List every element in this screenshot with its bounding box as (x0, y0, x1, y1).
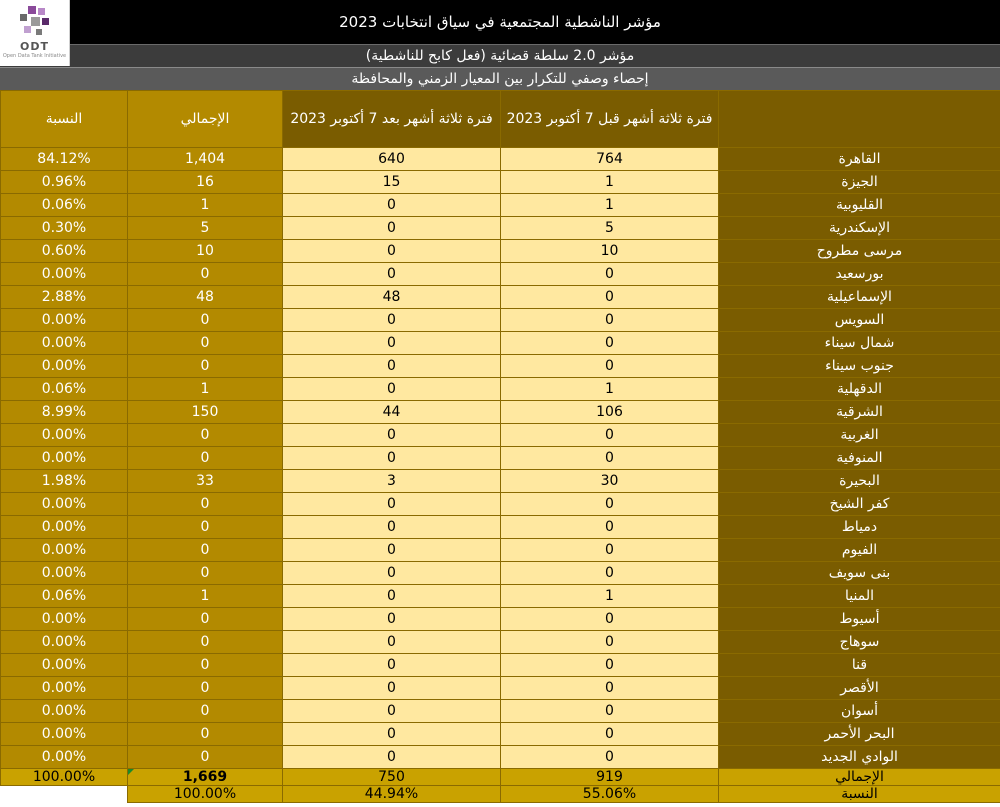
governorate-cell[interactable]: المنيا (719, 585, 1000, 608)
governorate-cell[interactable]: شمال سيناء (719, 332, 1000, 355)
percentage-cell[interactable]: 0.00% (1, 723, 128, 746)
total-cell[interactable]: 0 (128, 424, 283, 447)
total-cell[interactable]: 0 (128, 631, 283, 654)
after-cell[interactable]: 0 (283, 447, 501, 470)
header-before[interactable]: فترة ثلاثة أشهر قبل 7 أكتوبر 2023 (501, 91, 719, 148)
before-cell[interactable]: 764 (501, 148, 719, 171)
governorate-cell[interactable]: الوادي الجديد (719, 746, 1000, 769)
table-caption: إحصاء وصفي للتكرار بين المعيار الزمني والمحافظة (0, 67, 1000, 91)
governorate-cell[interactable]: القاهرة (719, 148, 1000, 171)
after-cell[interactable]: 0 (283, 631, 501, 654)
percentage-cell[interactable]: 0.00% (1, 424, 128, 447)
before-cell[interactable]: 1 (501, 585, 719, 608)
percentage-cell[interactable]: 0.00% (1, 309, 128, 332)
after-cell[interactable]: 0 (283, 746, 501, 769)
percentage-cell[interactable]: 0.00% (1, 700, 128, 723)
table-row (1, 286, 1000, 309)
table-row (1, 516, 1000, 539)
table-row (1, 194, 1000, 217)
after-cell[interactable]: 3 (283, 470, 501, 493)
pct-before-cell[interactable]: 55.06% (501, 786, 719, 803)
after-cell[interactable]: 0 (283, 309, 501, 332)
total-cell[interactable]: 0 (128, 608, 283, 631)
after-cell[interactable]: 0 (283, 217, 501, 240)
table-row (1, 654, 1000, 677)
header-governorate[interactable] (719, 91, 1000, 148)
table-row (1, 447, 1000, 470)
pct-label-cell[interactable]: النسبة (719, 786, 1000, 803)
percentage-cell[interactable]: 0.06% (1, 194, 128, 217)
percentage-cell[interactable]: 0.06% (1, 585, 128, 608)
table-row (1, 332, 1000, 355)
after-cell[interactable]: 0 (283, 263, 501, 286)
before-cell[interactable]: 0 (501, 424, 719, 447)
total-cell[interactable]: 1 (128, 194, 283, 217)
governorate-cell[interactable]: القليوبية (719, 194, 1000, 217)
percentage-cell[interactable]: 0.00% (1, 332, 128, 355)
after-cell[interactable]: 0 (283, 424, 501, 447)
total-cell[interactable]: 5 (128, 217, 283, 240)
before-cell[interactable]: 0 (501, 723, 719, 746)
before-cell[interactable]: 0 (501, 746, 719, 769)
before-cell[interactable]: 1 (501, 171, 719, 194)
after-cell[interactable]: 640 (283, 148, 501, 171)
governorate-cell[interactable]: الأقصر (719, 677, 1000, 700)
table-row (1, 493, 1000, 516)
governorate-cell[interactable]: الغربية (719, 424, 1000, 447)
after-cell[interactable]: 0 (283, 677, 501, 700)
governorate-cell[interactable]: سوهاج (719, 631, 1000, 654)
governorate-cell[interactable]: دمياط (719, 516, 1000, 539)
total-cell[interactable]: 0 (128, 447, 283, 470)
data-table (0, 90, 1000, 803)
before-cell[interactable]: 1 (501, 194, 719, 217)
percentage-cell[interactable]: 0.00% (1, 608, 128, 631)
table-row (1, 309, 1000, 332)
total-cell[interactable]: 0 (128, 493, 283, 516)
total-cell[interactable]: 0 (128, 562, 283, 585)
total-before-cell[interactable]: 919 (501, 769, 719, 786)
percentage-cell[interactable]: 0.00% (1, 447, 128, 470)
percentage-cell[interactable]: 0.06% (1, 378, 128, 401)
total-cell[interactable]: 0 (128, 677, 283, 700)
percentage-cell[interactable]: 0.96% (1, 171, 128, 194)
page-title: مؤشر الناشطية المجتمعية في سياق انتخابات 2023 (0, 0, 1000, 44)
governorate-cell[interactable]: الشرقية (719, 401, 1000, 424)
governorate-cell[interactable]: أسيوط (719, 608, 1000, 631)
after-cell[interactable]: 0 (283, 355, 501, 378)
before-cell[interactable]: 0 (501, 286, 719, 309)
before-cell[interactable]: 0 (501, 263, 719, 286)
table-row (1, 631, 1000, 654)
total-pct-cell[interactable]: 100.00% (1, 769, 128, 786)
before-cell[interactable]: 0 (501, 608, 719, 631)
governorate-cell[interactable]: مرسى مطروح (719, 240, 1000, 263)
table-row (1, 263, 1000, 286)
before-cell[interactable]: 0 (501, 562, 719, 585)
table-row (1, 700, 1000, 723)
governorate-cell[interactable]: البحر الأحمر (719, 723, 1000, 746)
logo-cubes-icon (14, 4, 54, 40)
after-cell[interactable]: 0 (283, 608, 501, 631)
table-row (1, 378, 1000, 401)
total-cell[interactable]: 1 (128, 378, 283, 401)
total-cell[interactable]: 0 (128, 654, 283, 677)
before-cell[interactable]: 0 (501, 447, 719, 470)
after-cell[interactable]: 0 (283, 194, 501, 217)
governorate-cell[interactable]: كفر الشيخ (719, 493, 1000, 516)
after-cell[interactable]: 0 (283, 378, 501, 401)
empty-cell (1, 786, 128, 803)
table-body (1, 148, 1000, 769)
before-cell[interactable]: 0 (501, 309, 719, 332)
percentage-cell[interactable]: 0.00% (1, 677, 128, 700)
percentage-cell[interactable]: 8.99% (1, 401, 128, 424)
percentage-cell[interactable]: 0.00% (1, 654, 128, 677)
percentage-cell[interactable]: 2.88% (1, 286, 128, 309)
total-cell[interactable]: 1,404 (128, 148, 283, 171)
total-after-cell[interactable]: 750 (283, 769, 501, 786)
after-cell[interactable]: 0 (283, 654, 501, 677)
table-row (1, 539, 1000, 562)
header-total[interactable]: الإجمالي (128, 91, 283, 148)
governorate-cell[interactable]: بورسعيد (719, 263, 1000, 286)
percentage-cell[interactable]: 0.00% (1, 746, 128, 769)
before-cell[interactable]: 0 (501, 539, 719, 562)
before-cell[interactable]: 1 (501, 378, 719, 401)
odt-logo (0, 0, 70, 66)
grand-total-cell[interactable]: 1,669 (128, 769, 283, 786)
logo-text: ODT (20, 40, 49, 53)
table-row (1, 585, 1000, 608)
governorate-cell[interactable]: البحيرة (719, 470, 1000, 493)
before-cell[interactable]: 0 (501, 332, 719, 355)
total-cell[interactable]: 0 (128, 539, 283, 562)
header-row (1, 91, 1000, 148)
table-row (1, 677, 1000, 700)
percentage-cell[interactable]: 0.00% (1, 631, 128, 654)
total-cell[interactable]: 0 (128, 309, 283, 332)
percentage-cell[interactable]: 0.60% (1, 240, 128, 263)
before-cell[interactable]: 0 (501, 355, 719, 378)
total-cell[interactable]: 0 (128, 516, 283, 539)
total-cell[interactable]: 150 (128, 401, 283, 424)
table-row (1, 148, 1000, 171)
before-cell[interactable]: 106 (501, 401, 719, 424)
percentage-cell[interactable]: 0.30% (1, 217, 128, 240)
after-cell[interactable]: 0 (283, 585, 501, 608)
before-cell[interactable]: 0 (501, 700, 719, 723)
table-row (1, 171, 1000, 194)
before-cell[interactable]: 10 (501, 240, 719, 263)
percentage-cell[interactable]: 84.12% (1, 148, 128, 171)
governorate-cell[interactable]: الدقهلية (719, 378, 1000, 401)
percentage-row (1, 786, 1000, 803)
total-cell[interactable]: 0 (128, 355, 283, 378)
governorate-cell[interactable]: السويس (719, 309, 1000, 332)
before-cell[interactable]: 0 (501, 516, 719, 539)
table-row (1, 401, 1000, 424)
after-cell[interactable]: 0 (283, 240, 501, 263)
governorate-cell[interactable]: المنوفية (719, 447, 1000, 470)
before-cell[interactable]: 30 (501, 470, 719, 493)
percentage-cell[interactable]: 0.00% (1, 539, 128, 562)
percentage-cell[interactable]: 1.98% (1, 470, 128, 493)
table-row (1, 424, 1000, 447)
after-cell[interactable]: 0 (283, 700, 501, 723)
after-cell[interactable]: 44 (283, 401, 501, 424)
total-cell[interactable]: 0 (128, 332, 283, 355)
governorate-cell[interactable]: الإسماعيلية (719, 286, 1000, 309)
governorate-cell[interactable]: الفيوم (719, 539, 1000, 562)
page-subtitle: مؤشر 2.0 سلطة قضائية (فعل كابح للناشطية) (0, 44, 1000, 68)
table-row (1, 240, 1000, 263)
governorate-cell[interactable]: بنى سويف (719, 562, 1000, 585)
after-cell[interactable]: 0 (283, 562, 501, 585)
after-cell[interactable]: 48 (283, 286, 501, 309)
total-cell[interactable]: 0 (128, 746, 283, 769)
total-row (1, 769, 1000, 786)
before-cell[interactable]: 0 (501, 493, 719, 516)
total-cell[interactable]: 10 (128, 240, 283, 263)
percentage-cell[interactable]: 0.00% (1, 493, 128, 516)
table-row (1, 217, 1000, 240)
table-row (1, 470, 1000, 493)
table-row (1, 608, 1000, 631)
after-cell[interactable]: 15 (283, 171, 501, 194)
total-label-cell[interactable]: الإجمالي (719, 769, 1000, 786)
total-cell[interactable]: 0 (128, 723, 283, 746)
header-after[interactable]: فترة ثلاثة أشهر بعد 7 أكتوبر 2023 (283, 91, 501, 148)
total-cell[interactable]: 48 (128, 286, 283, 309)
governorate-cell[interactable]: أسوان (719, 700, 1000, 723)
before-cell[interactable]: 5 (501, 217, 719, 240)
logo-subtext: Open Data Tank Initiative (2, 53, 67, 59)
before-cell[interactable]: 0 (501, 677, 719, 700)
total-cell[interactable]: 1 (128, 585, 283, 608)
table-row (1, 723, 1000, 746)
percentage-cell[interactable]: 0.00% (1, 355, 128, 378)
percentage-cell[interactable]: 0.00% (1, 263, 128, 286)
total-cell[interactable]: 33 (128, 470, 283, 493)
percentage-cell[interactable]: 0.00% (1, 562, 128, 585)
after-cell[interactable]: 0 (283, 723, 501, 746)
after-cell[interactable]: 0 (283, 493, 501, 516)
total-cell[interactable]: 16 (128, 171, 283, 194)
governorate-cell[interactable]: الإسكندرية (719, 217, 1000, 240)
pct-total-cell[interactable]: 100.00% (128, 786, 283, 803)
after-cell[interactable]: 0 (283, 332, 501, 355)
governorate-cell[interactable]: الجيزة (719, 171, 1000, 194)
before-cell[interactable]: 0 (501, 631, 719, 654)
after-cell[interactable]: 0 (283, 539, 501, 562)
table-row (1, 355, 1000, 378)
table-row (1, 746, 1000, 769)
pct-after-cell[interactable]: 44.94% (283, 786, 501, 803)
table-row (1, 562, 1000, 585)
total-cell[interactable]: 0 (128, 700, 283, 723)
total-cell[interactable]: 0 (128, 263, 283, 286)
header-percentage[interactable]: النسبة (1, 91, 128, 148)
governorate-cell[interactable]: جنوب سيناء (719, 355, 1000, 378)
before-cell[interactable]: 0 (501, 654, 719, 677)
percentage-cell[interactable]: 0.00% (1, 516, 128, 539)
after-cell[interactable]: 0 (283, 516, 501, 539)
governorate-cell[interactable]: قنا (719, 654, 1000, 677)
